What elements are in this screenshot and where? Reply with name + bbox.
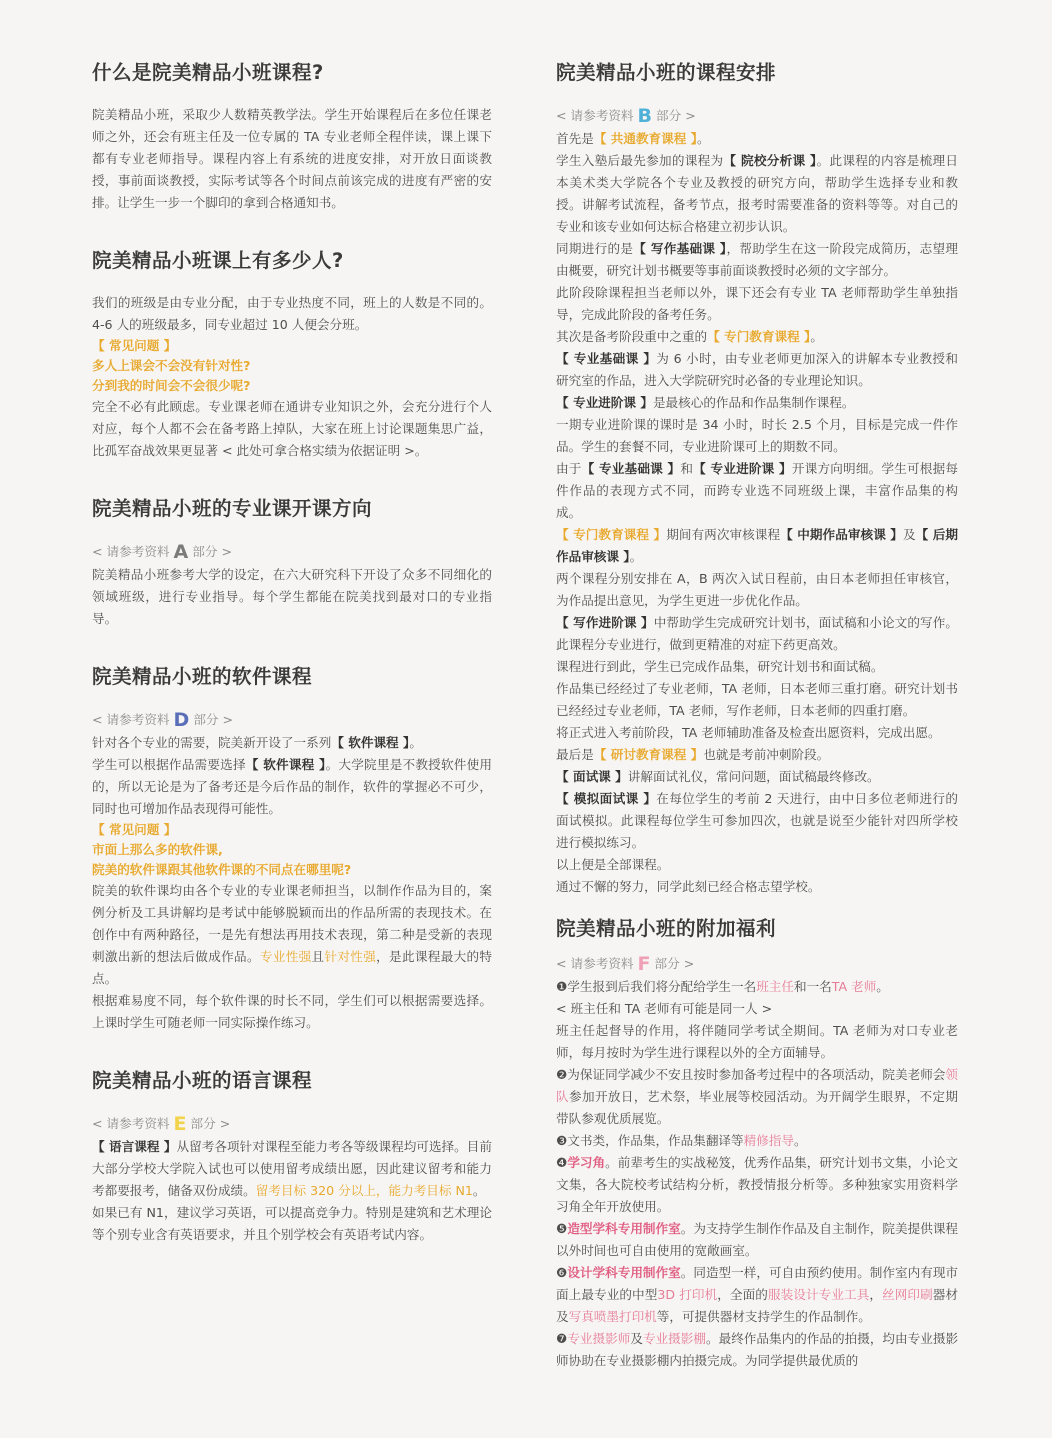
left-column: [92, 58, 492, 1246]
faq-tag: 【 常见问题 】: [92, 338, 177, 353]
schedule-line: 【 专门教育课程 】期间有两次审核课程【 中期作品审核课 】及【 后期作品审核课 】。: [556, 527, 959, 564]
section-body-course-direction: 院美精品小班参考大学的设定，在六大研究科下开设了众多不同细化的领域班级，进行专业指导。每个学生都能在院美找到最对口的专业指导。: [92, 567, 492, 626]
schedule-line: 课程进行到此，学生已完成作品集，研究计划书和面试稿。: [556, 659, 884, 674]
benefit-item: ❼专业摄影师及专业摄影棚。最终作品集内的作品的拍摄，均由专业摄影师协助在专业摄影棚内拍摄完成。为同学提供最优质的: [556, 1331, 959, 1368]
faq-tag: 【 常见问题 】: [92, 822, 177, 837]
section-title-course-direction: 院美精品小班的专业课开课方向: [92, 497, 373, 520]
benefit-item: ❸文书类，作品集，作品集翻译等精修指导。: [556, 1133, 807, 1148]
schedule-line: 【 模拟面试课 】在每位学生的考前 2 天进行，由中日多位老师进行的面试模拟。此课程每位学生可参加四次，也就是说至少能针对四所学校进行模拟练习。: [556, 791, 958, 850]
benefit-note: < 班主任和 TA 老师有可能是同一人 >: [556, 1001, 773, 1016]
benefit-item: ❻设计学科专用制作室。同造型一样，可自由预约使用。制作室内有现市面上最专业的中型3D 打印机，全面的服装设计专业工具，丝网印刷器材及写真喷墨打印机等，可提供器材支持学生的作品制作。: [556, 1265, 959, 1324]
faq-question: 多人上课会不会没有针对性?: [92, 358, 251, 373]
benefit-item: ❺造型学科专用制作室。为支持学生制作作品及自主制作，院美提供课程以外时间也可自由使用的宽敞画室。: [556, 1221, 959, 1258]
section-title-what-is: 什么是院美精品小班课程?: [92, 61, 324, 84]
schedule-line: 作品集已经经过了专业老师，TA 老师，日本老师三重打磨。研究计划书已经经过专业老师，TA 老师，写作老师，日本老师的四重打磨。: [556, 681, 958, 718]
reference-letter: E: [173, 1113, 187, 1135]
faq-answer: 院美的软件课均由各个专业的专业课老师担当，以制作作品为目的，案例分析及工具讲解均是考试中能够脱颖而出的作品所需的表现技术。在创作中有两种路径，一是先有想法再用技术表现，第二种是受新的表现刺激出新的想法后做成作品。专业性强且针对性强，是此课程最大的特点。: [92, 883, 493, 986]
section-body-class-size: 我们的班级是由专业分配，由于专业热度不同，班上的人数是不同的。4-6 人的班级最多，同专业超过 10 人便会分班。: [92, 295, 492, 332]
schedule-line: 【 面试课 】讲解面试礼仪，常问问题，面试稿最终修改。: [556, 769, 880, 784]
reference-note: < 请参考资料 A 部分 >: [92, 541, 232, 563]
schedule-line: 同期进行的是【 写作基础课 】，帮助学生在这一阶段完成简历，志望理由概要，研究计划书概要等事前面谈教授时必须的文字部分。: [556, 241, 958, 278]
benefit-item: ❶学生报到后我们将分配给学生一名班主任和一名TA 老师。: [556, 979, 889, 994]
software-duration: 根据难易度不同，每个软件课的时长不同，学生们可以根据需要选择。上课时学生可随老师一同实际操作练习。: [92, 993, 492, 1030]
schedule-line: 学生入塾后最先参加的课程为【 院校分析课 】。此课程的内容是梳理日本美术类大学院各个专业及教授的研究方向，帮助学生选择专业和教授。讲解考试流程，备考节点，报考时需要准备的资料等等。对自己的专业和该专业如何达标合格建立初步认识。: [556, 153, 958, 234]
schedule-line: 最后是【 研讨教育课程 】也就是考前冲刺阶段。: [556, 747, 830, 762]
benefit-item: ❷为保证同学减少不安且按时参加备考过程中的各项活动，院美老师会领队参加开放日，艺术祭，毕业展等校园活动。为开阔学生眼界，不定期带队参观优质展览。: [556, 1067, 959, 1126]
schedule-line: 【 专业进阶课 】是最核心的作品和作品集制作课程。: [556, 395, 855, 410]
schedule-line: 将正式进入考前阶段，TA 老师辅助准备及检查出愿资料，完成出愿。: [556, 725, 941, 740]
schedule-line: 【 写作进阶课 】中帮助学生完成研究计划书，面试稿和小论文的写作。此课程分专业进行，做到更精准的对症下药更高效。: [556, 615, 958, 652]
reference-note: < 请参考资料 D 部分 >: [92, 709, 234, 731]
faq-question: 院美的软件课跟其他软件课的不同点在哪里呢?: [92, 862, 352, 877]
schedule-line: 其次是备考阶段重中之重的【 专门教育课程 】。: [556, 329, 823, 344]
section-body-what-is: 院美精品小班，采取少人数精英教学法。学生开始课程后在多位任课老师之外，还会有班主任及一位专属的 TA 专业老师全程伴读，课上课下都有专业老师指导。课程内容上有系统的进度安排，对开放日面谈教授，事前面谈教授，实际考试等各个时间点前该完成的进度有严密的安排。让学生一步一个脚印的拿到合格通知书。: [92, 107, 492, 210]
schedule-line: 首先是【 共通教育课程 】。: [556, 131, 710, 146]
reference-note: < 请参考资料 E 部分 >: [92, 1113, 231, 1135]
schedule-line: 【 专业基础课 】为 6 小时，由专业老师更加深入的讲解本专业教授和研究室的作品，进入大学院研究时必备的专业理论知识。: [556, 351, 958, 388]
faq-answer: 完全不必有此顾虑。专业课老师在通讲专业知识之外，会充分进行个人对应，每个人都不会在备考路上掉队，大家在班上讨论课题集思广益，比孤军奋战效果更显著 < 此处可拿合格实绩为依据证明 >。: [92, 399, 492, 458]
schedule-line: 以上便是全部课程。: [556, 857, 670, 872]
faq-question: 市面上那么多的软件课,: [92, 842, 223, 857]
section-title-language: 院美精品小班的语言课程: [92, 1069, 313, 1092]
section-title-schedule: 院美精品小班的课程安排: [556, 61, 777, 84]
benefit-detail: 班主任起督导的作用，将伴随同学考试全期间。TA 老师为对口专业老师，每月按时为学生进行课程以外的全方面辅导。: [556, 1023, 958, 1060]
software-intro: 针对各个专业的需要，院美新开设了一系列【 软件课程 】。: [92, 735, 422, 750]
reference-note: < 请参考资料 F 部分 >: [556, 953, 695, 975]
right-column: [556, 58, 958, 1372]
schedule-line: 由于【 专业基础课 】和【 专业进阶课 】开课方向明细。学生可根据每件作品的表现方式不同，而跨专业选不同班级上课，丰富作品集的构成。: [556, 461, 958, 520]
software-detail: 学生可以根据作品需要选择【 软件课程 】。大学院里是不教授软件使用的，所以无论是为了备考还是今后作品的制作，软件的掌握必不可少，同时也可增加作品表现得可能性。: [92, 757, 492, 816]
reference-letter: F: [637, 953, 651, 975]
schedule-line: 一期专业进阶课的课时是 34 小时，时长 2.5 个月，目标是完成一件作品。学生的套餐不同，专业进阶课可上的期数不同。: [556, 417, 958, 454]
section-title-software: 院美精品小班的软件课程: [92, 665, 313, 688]
language-english: 如果已有 N1，建议学习英语，可以提高竞争力。特别是建筑和艺术理论等个别专业含有英语要求，并且个别学校会有英语考试内容。: [92, 1205, 492, 1242]
faq-question: 分到我的时间会不会很少呢?: [92, 378, 251, 393]
schedule-line: 通过不懈的努力，同学此刻已经合格志望学校。: [556, 879, 821, 894]
section-title-class-size: 院美精品小班课上有多少人?: [92, 249, 344, 272]
schedule-line: 此阶段除课程担当老师以外，课下还会有专业 TA 老师帮助学生单独指导，完成此阶段的备考任务。: [556, 285, 958, 322]
schedule-line: 两个课程分别安排在 A，B 两次入试日程前，由日本老师担任审核官，为作品提出意见，为学生更进一步优化作品。: [556, 571, 958, 608]
reference-letter: B: [637, 105, 653, 127]
reference-letter: D: [173, 709, 190, 731]
language-intro: 【 语言课程 】从留考各项针对课程至能力考各等级课程均可选择。目前大部分学校大学院入试也可以使用留考成绩出愿，因此建议留考和能力考都要报考，储备双份成绩。留考目标 320 分以上，能力考目标 N1。: [92, 1139, 492, 1198]
reference-note: < 请参考资料 B 部分 >: [556, 105, 696, 127]
reference-letter: A: [173, 541, 189, 563]
section-title-benefits: 院美精品小班的附加福利: [556, 917, 777, 940]
benefit-item: ❹学习角。前辈考生的实战秘笈，优秀作品集，研究计划书文集，小论文文集，各大院校考试结构分析，教授情报分析等。多种独家实用资料学习角全年开放使用。: [556, 1155, 959, 1214]
